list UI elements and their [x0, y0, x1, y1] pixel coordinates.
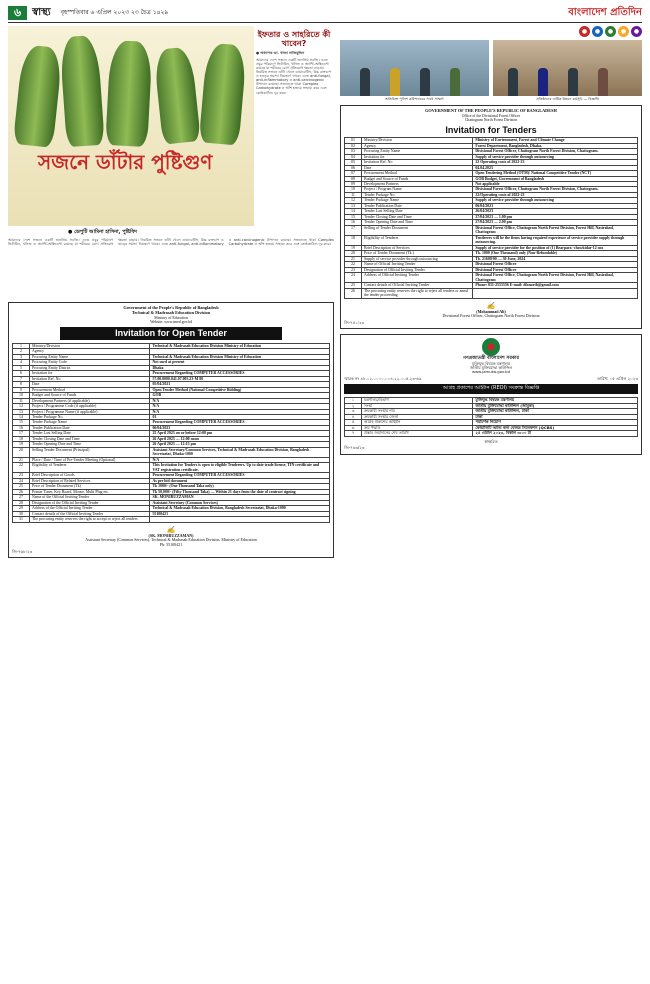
row-value: Tk 50,000/- (Fifty Thousand Taka) — Within 21 days from the date of contract signing — [150, 489, 330, 494]
page-header — [8, 4, 642, 23]
row-number: 05 — [345, 160, 362, 165]
row-value: Tk. 1000 (One Thousand) only (Non-Refundable) — [473, 251, 638, 256]
table-row — [345, 187, 638, 192]
ad-code: জি-৭৬৩/২৩ — [344, 445, 365, 451]
tender-signature — [12, 526, 330, 548]
row-value: Phone: 031-2555556 E-mail: dfonorth@gmail.com — [473, 283, 638, 288]
row-number: 5 — [13, 365, 30, 370]
row-label: ক্রয়কারী সংস্থার নাম — [362, 409, 473, 414]
tender-banner: Invitation for Open Tender — [60, 327, 283, 339]
row-value: Divisional Forest Officer — [473, 267, 638, 272]
row-label: ক্রয়কারী সংস্থার জেলা — [362, 414, 473, 419]
person-figure — [568, 68, 578, 96]
row-number: 11 — [13, 398, 30, 403]
row-number: 09 — [345, 182, 362, 187]
row-value: পরামর্শক নিয়োগ — [473, 420, 638, 425]
row-value: Divisional Forest Officer, Chattogram North Forest Division, Chattogram. — [473, 149, 638, 154]
row-label: Contact details of the Official Inviting Tender — [30, 511, 150, 516]
signer-title: Assistant Secretary (Common Services), Technical & Madrasah Education Division, Ministry of Education — [85, 537, 257, 543]
tender-ministry: Ministry of Education — [154, 315, 188, 320]
row-label: Place / Date / Time of Pre-Tender Meeting (Optional) — [30, 457, 150, 462]
notice-table — [344, 397, 638, 436]
row-number: 21 — [345, 256, 362, 261]
row-value: ২৫ এপ্রিল ২০২৩, বিকাল ৩:০০ টা — [473, 431, 638, 436]
row-label: Date — [30, 382, 150, 387]
notice-council: জাতীয় মুক্তিযোদ্ধা কাউন্সিল — [469, 365, 513, 371]
row-label: Brief Description of Related Services — [30, 478, 150, 483]
news-photo — [340, 40, 489, 96]
notice-memo: স্মারক নং ৪৮.০২.০০০০.০০৪.২২.০০৫.২৩-৬৯ — [344, 375, 422, 381]
feature-photo — [8, 26, 334, 226]
row-number: 30 — [13, 511, 30, 516]
person-figure — [360, 68, 370, 96]
row-value: 26 April 2023 — 12:00 noon — [150, 436, 330, 441]
row-number: 6 — [13, 371, 30, 376]
row-value: 22 Operating costs of 2022-23 — [473, 160, 638, 165]
row-value: Divisional Forest Officer — [473, 262, 638, 267]
drumstick-image — [153, 46, 201, 144]
row-number: 16 — [13, 425, 30, 430]
row-label: Project / Programme Code (if applicable) — [30, 404, 150, 409]
category-chip-icon: ● — [592, 26, 603, 37]
row-value: Divisional Forest Officer, Chattogram North Forest Division, Chattogram. — [473, 187, 638, 192]
table-row — [13, 447, 330, 457]
row-number: 16 — [345, 220, 362, 225]
signer-title: Divisional Forest Officer, Chattogram North Forest Division — [442, 313, 540, 319]
person-figure — [450, 68, 460, 96]
row-label: The procuring entity reserves the right to accept or reject all tenders — [30, 517, 150, 522]
row-number: 12 — [13, 404, 30, 409]
row-value: Procurement Regarding COMPUTER ACCESSORIES — [150, 473, 330, 478]
row-value: 26/04/2023 — [473, 209, 638, 214]
row-label: Project / Programme Name (if applicable) — [30, 409, 150, 414]
row-value: 06/04/2023 — [150, 425, 330, 430]
row-label: Name of the Official Inviting Tender — [30, 495, 150, 500]
row-label: Procuring Entity District — [30, 365, 150, 370]
row-label: Project / Program Name — [362, 187, 473, 192]
row-label: Tender Last Selling Date — [362, 209, 473, 214]
table-row — [13, 463, 330, 473]
row-number: ৭ — [345, 431, 362, 436]
table-row — [13, 506, 330, 511]
row-label: Tender Closing Date and Time — [30, 436, 150, 441]
news-photo — [493, 40, 642, 96]
row-label: আগ্রহ প্রকাশের আহ্বান — [362, 420, 473, 425]
person-figure — [538, 68, 548, 96]
row-value: Divisional Forest Office, Chattogram North Forest Division, Forest Hill, Nasirabad, Chattogram — [473, 273, 638, 283]
row-value — [473, 288, 638, 298]
row-number: 23 — [13, 473, 30, 478]
row-number: 25 — [345, 283, 362, 288]
row-label: Designation of Official Inviting Tender — [362, 267, 473, 272]
notice-ministry: মুক্তিযুদ্ধ বিষয়ক মন্ত্রণালয় — [472, 360, 510, 366]
row-label: Date — [362, 165, 473, 170]
page-number: ৬ — [8, 6, 27, 21]
signature-mark: ✍ — [486, 301, 496, 310]
signer-name: (Mohammad Ali) — [476, 308, 506, 314]
row-label: Budget and Source of Funds — [362, 176, 473, 181]
table-row — [13, 517, 330, 522]
row-label: Procuring Entity Code — [30, 360, 150, 365]
row-number: 01 — [345, 138, 362, 143]
row-label: Eligibility of Tenderer — [30, 463, 150, 473]
row-number: 28 — [13, 500, 30, 505]
row-value: Supply of service provider through outsourcing — [473, 154, 638, 159]
row-label: Tender Last Selling Date — [30, 431, 150, 436]
row-value: 22/Operating costs of 2022-23 — [473, 192, 638, 197]
row-value: Tk 1000/- (One Thousand Taka only) — [150, 484, 330, 489]
row-label: Procurement Method — [30, 387, 150, 392]
drumstick-image — [13, 44, 63, 148]
row-number: 18 — [345, 235, 362, 245]
row-label: Tender Publication Date — [30, 425, 150, 430]
signature-mark: ✍ — [166, 525, 176, 534]
row-value: 01 — [150, 414, 330, 419]
tender-signature — [344, 302, 638, 319]
row-label: Supply of service provider through outsourcing — [362, 256, 473, 261]
row-label: ক্রয় পদ্ধতি — [362, 425, 473, 430]
row-number: 15 — [13, 420, 30, 425]
side-article-author: ● অধ্যাপক ডা. খাজা নাজিমুদ্দিন — [256, 51, 305, 56]
tender-office: Office of the Divisional Forest Officer — [461, 114, 521, 119]
row-number: 06 — [345, 165, 362, 170]
row-number: ৬ — [345, 425, 362, 430]
row-value: N/A — [150, 409, 330, 414]
table-row — [345, 149, 638, 154]
row-number: 14 — [13, 414, 30, 419]
tender-notice-forest — [340, 105, 642, 329]
row-number: 21 — [13, 457, 30, 462]
photo-caption: অতিরিক্ত পুলিশ কমিশনারের সাথে সাক্ষাৎ — [385, 97, 444, 101]
row-label: Designation of the Official Inviting Tender — [30, 500, 150, 505]
tender-division: Chattogram North Forest Division — [464, 118, 518, 123]
row-number: 03 — [345, 149, 362, 154]
row-label: Tender Package Name — [362, 198, 473, 203]
row-value: GOB Budget, Government of Bangladesh — [473, 176, 638, 181]
row-number: 15 — [345, 214, 362, 219]
left-column — [8, 26, 334, 558]
notice-banner: আগ্রহ প্রকাশের আহ্বান (REOI) সংক্রান্ত বিজ্ঞপ্তি — [344, 384, 638, 394]
row-value: Technical & Madrasah Education Division Ministry of Education — [150, 343, 330, 348]
row-value: Assistant Secretary (Common Services) — [150, 500, 330, 505]
row-label: Tender Package Name — [30, 420, 150, 425]
drumstick-image — [105, 40, 152, 147]
row-label: Address of the Official Inviting Tender — [30, 506, 150, 511]
row-value: Forest Department, Bangladesh, Dhaka. — [473, 143, 638, 148]
row-label: Ministry/Division — [362, 138, 473, 143]
row-value: 27/04/2023 — 1.00 pm — [473, 214, 638, 219]
row-label: সংস্থা — [362, 403, 473, 408]
row-label: মন্ত্রণালয়/বিভাগ — [362, 398, 473, 403]
table-row — [345, 273, 638, 283]
row-label: Address of Official Inviting Tender — [362, 273, 473, 283]
row-number: 19 — [13, 442, 30, 447]
row-number: 22 — [345, 262, 362, 267]
row-number: 17 — [345, 225, 362, 235]
tender-banner: Invitation for Tenders — [445, 124, 537, 135]
row-label: Ministry/Division — [30, 343, 150, 348]
row-number: 25 — [13, 484, 30, 489]
row-label: Procuring Entity Name — [30, 354, 150, 359]
row-value: Tenderers will be the firms having required experience of service provider supply through outsourcing. — [473, 235, 638, 245]
row-label: Agency — [30, 349, 150, 354]
row-value: Assistant Secretary/Common Services, Technical & Madrasah Education Division, Bangladesh Secretariat, Dhaka-1000 — [150, 447, 330, 457]
row-label: Selling Tender Document (Principal) — [30, 447, 150, 457]
row-number: 7 — [13, 376, 30, 381]
row-number: 12 — [345, 198, 362, 203]
person-figure — [420, 68, 430, 96]
row-label: Invitation for — [362, 154, 473, 159]
row-number: 20 — [13, 447, 30, 457]
row-label: Brief Description of Goods — [30, 473, 150, 478]
row-label: Agency — [362, 143, 473, 148]
table-row — [345, 431, 638, 436]
row-number: 24 — [345, 273, 362, 283]
signer-name: (SK. MONIRUZZAMAN) — [148, 532, 194, 538]
row-value: Divisional Forest Office, Chattogram North Forest Division, Forest Hill, Nasirabad, Chattogram — [473, 225, 638, 235]
drumstick-image — [199, 42, 248, 145]
tender-table — [344, 137, 638, 299]
photo-captions — [340, 97, 642, 101]
right-column — [340, 26, 642, 455]
row-number: ১ — [345, 398, 362, 403]
row-number: 19 — [345, 245, 362, 250]
row-value: Procurement Regarding COMPUTER ACCESSORIES — [150, 420, 330, 425]
row-label: Tender Opening Date and Time — [362, 220, 473, 225]
table-row — [345, 245, 638, 250]
row-value: N/A — [150, 398, 330, 403]
row-value: As per bid document — [150, 478, 330, 483]
row-value: Technical & Madrasah Education Division Ministry of Education — [150, 354, 330, 359]
category-chip-icon: ● — [605, 26, 616, 37]
notice-date: তারিখ: ০৫ এপ্রিল ২০২৩ — [596, 375, 638, 381]
person-figure — [508, 68, 518, 96]
feature-headline: সজনে ডাঁটার পুষ্টিগুণ — [38, 150, 213, 174]
row-label: Tender Closing Date and Time — [362, 214, 473, 219]
notice-signature: স্বাক্ষরিত — [484, 438, 498, 444]
side-article-body: আমাদের দেশে সজনে একটি জনপ্রিয় সবজি। এতে প্রচুর পরিমাণে ভিটামিন, খনিজ ও অ্যান্টি-অক্সিডেন্ট রয়েছে যা শরীরের রোগ প্রতিরোধ ক্ষমতা বাড়ায়। নিয়মিত সজনে ডাঁটা খেলে ডায়াবেটিস, উচ্চ রক্তচাপ ও হাড়ের সমস্যা নিয়ন্ত্রণে থাকে। এতে anti-fungal, anti-inflammatory ও anti-carcinogenic উপাদান রয়েছে। সজনেতে থাকা Complex Carbohydrate ও আঁশ হজমে সাহায্য করে এবং কোষ্ঠকাঠিন্য দূর করে। — [256, 57, 332, 95]
row-label: Tender Publication Date — [362, 203, 473, 208]
drumstick-image — [59, 35, 105, 147]
row-value: N/A — [150, 457, 330, 462]
ad-code: জি-৭৫১/২৩ — [344, 319, 365, 325]
row-number: 14 — [345, 209, 362, 214]
table-row — [13, 489, 330, 494]
row-number: 10 — [345, 187, 362, 192]
row-number: 27 — [13, 495, 30, 500]
row-number: 10 — [13, 393, 30, 398]
row-number: 24 — [13, 478, 30, 483]
row-value: Supply of service provider through outsourcing — [473, 198, 638, 203]
row-label: Tender Package No. — [30, 414, 150, 419]
photo-caption: প্রতিষ্ঠানের বার্ষিক উন্নয়ন কর্মসূচি — বিজ্ঞপ্তি — [536, 97, 599, 101]
row-label: Price of Tender Document (Tk.) — [362, 251, 473, 256]
row-number: 08 — [345, 176, 362, 181]
row-value: 57.00.0000.041.07.003.23-M 80 — [150, 376, 330, 381]
notice-memo-row — [344, 377, 638, 382]
row-number: 4 — [13, 360, 30, 365]
table-row — [345, 235, 638, 245]
row-value: SK. MONIRUZZAMAN — [150, 495, 330, 500]
person-figure — [390, 68, 400, 96]
row-value: Not applicable — [473, 182, 638, 187]
row-label: Eligibility of Tenderer — [362, 235, 473, 245]
feature-body: আমাদের দেশে সজনে একটি জনপ্রিয় সবজি। এতে প্রচুর পরিমাণে ভিটামিন, খনিজ ও অ্যান্টি-অক্সিডেন্ট রয়েছে যা শরীরের রোগ প্রতিরোধ ক্ষমতা বাড়ায়। নিয়মিত সজনে ডাঁটা খেলে ডায়াবেটিস, উচ্চ রক্তচাপ ও হাড়ের সমস্যা নিয়ন্ত্রণে থাকে। এতে anti-fungal, anti-inflammatory ও anti-carcinogenic উপাদান রয়েছে। সজনেতে থাকা Complex Carbohydrate ও আঁশ হজমে সাহায্য করে এবং কোষ্ঠকাঠিন্য দূর করে। — [8, 237, 334, 246]
tender-govt: GOVERNMENT OF THE PEOPLE'S REPUBLIC OF BANGLADESH — [425, 108, 557, 114]
row-value: 04.04.2023 — [473, 165, 638, 170]
tender-table — [12, 343, 330, 523]
row-label: Invitation Ref. No — [362, 160, 473, 165]
row-number: 07 — [345, 171, 362, 176]
tender-website: Website: www.tmed.gov.bd — [150, 319, 192, 324]
row-number: 04 — [345, 154, 362, 159]
row-label: Contact details of Official Inviting Tender — [362, 283, 473, 288]
row-label: Development Partners (if applicable) — [30, 398, 150, 403]
notice-website: www.jamuka.gov.bd — [471, 369, 511, 375]
tender-division: Technical & Madrasah Education Division — [131, 309, 211, 315]
row-label: Brief Description of Services — [362, 245, 473, 250]
row-value: 06/04/2023 — [473, 203, 638, 208]
ad-code: জি-৭৬৮/২৩ — [12, 548, 33, 554]
row-number: 20 — [345, 251, 362, 256]
category-chip-icon: ● — [631, 26, 642, 37]
row-label: Procuring Entity Name — [362, 149, 473, 154]
tender-notice-tmed — [8, 302, 334, 558]
row-value: কোয়ালিটি অ্যান্ড কস্ট বেজড সিলেকশন (QCBS) — [473, 425, 638, 430]
row-number: 13 — [13, 409, 30, 414]
row-value: মুক্তিযুদ্ধ বিষয়ক মন্ত্রণালয় — [473, 398, 638, 403]
row-value: GOB — [150, 393, 330, 398]
row-value: 55100421 — [150, 511, 330, 516]
row-value: This Invitation for Tenders is open to eligible Tenderers. Up to date trade license, TIN certificate and VAT registration certificate. — [150, 463, 330, 473]
row-label: Printer Toner, Key Board, Mouse, Multi Plug etc. — [30, 489, 150, 494]
row-value: 05/04/2023 — [150, 382, 330, 387]
issue-date: বৃহস্পতিবার ৬ এপ্রিল ২০২৩ ২৩ চৈত্র ১৪২৯ — [60, 8, 169, 16]
row-label: Development Partners — [362, 182, 473, 187]
row-number: 26 — [13, 489, 30, 494]
row-number: ৪ — [345, 414, 362, 419]
row-number: ৫ — [345, 420, 362, 425]
tender-govt: Government of the People's Republic of Bangladesh — [123, 304, 219, 310]
row-number: 11 — [345, 192, 362, 197]
row-label: Budget and Source of Funds — [30, 393, 150, 398]
category-chips — [340, 26, 642, 38]
signer-phone: Ph: 55100421 — [159, 541, 183, 547]
row-label: Procurement Method — [362, 171, 473, 176]
row-value: Ministry of Environment, Forest and Climate Change — [473, 138, 638, 143]
row-label: Price of Tender Document (Tk) — [30, 484, 150, 489]
row-value: 25 April 2023 on or before 12:00 pm — [150, 431, 330, 436]
row-number: 22 — [13, 463, 30, 473]
row-label: প্রস্তাব জমাদানের শেষ তারিখ — [362, 431, 473, 436]
row-number: 29 — [13, 506, 30, 511]
row-number: 2 — [13, 349, 30, 354]
masthead-logo: বাংলাদেশ প্রতিদিন — [568, 7, 642, 19]
row-value: Procurement Regarding COMPUTER ACCESSORIES — [150, 371, 330, 376]
row-number: 3 — [13, 354, 30, 359]
row-value — [150, 517, 330, 522]
row-label: Invitation for — [30, 371, 150, 376]
notice-govt: গণপ্রজাতন্ত্রী বাংলাদেশ সরকার — [462, 356, 520, 362]
reoi-notice — [340, 334, 642, 454]
row-value: 26 April 2023 — 12:15 pm — [150, 442, 330, 447]
row-number: 1 — [13, 343, 30, 348]
row-number: 17 — [13, 431, 30, 436]
row-value: N/A — [150, 404, 330, 409]
row-value: Technical & Madrasah Education Division, Bangladesh Secretariat, Dhaka-1000 — [150, 506, 330, 511]
row-number: 31 — [13, 517, 30, 522]
row-label: Name of Official Inviting Tender — [362, 262, 473, 267]
row-value: Open Tendering Method (OTM)/ National Competitive Tender (NCT) — [473, 171, 638, 176]
category-chip-icon: ● — [579, 26, 590, 37]
row-value: ঢাকা — [473, 414, 638, 419]
row-label: Invitation Ref. No — [30, 376, 150, 381]
row-label: The procuring entity reserves the right to reject all tenders or annul the tender proceeding — [362, 288, 473, 298]
row-number: ৩ — [345, 409, 362, 414]
row-value: Supply of service provider for the position of (1) Bearpara -chowkidar-12 nos — [473, 245, 638, 250]
row-label: Tender Package No. — [362, 192, 473, 197]
row-value: Dhaka — [150, 365, 330, 370]
row-value: Not used at present — [150, 360, 330, 365]
row-label: Selling of Tender Document — [362, 225, 473, 235]
govt-seal-icon — [482, 338, 500, 356]
row-value: জাতীয় মুক্তিযোদ্ধা কাউন্সিল, ঢাকা — [473, 409, 638, 414]
section-name: স্বাস্থ্য — [32, 7, 51, 19]
row-value: Open Tender Method (National Competitive Bidding) — [150, 387, 330, 392]
person-figure — [598, 68, 608, 96]
row-number: 8 — [13, 382, 30, 387]
row-number: 26 — [345, 288, 362, 298]
side-article — [254, 26, 334, 226]
row-number: 9 — [13, 387, 30, 392]
feature-author: ● ডেপুটি আমিনা হাসিনা, পুষ্টিবিদ — [68, 229, 137, 235]
news-photos — [340, 40, 642, 96]
row-number: 13 — [345, 203, 362, 208]
category-chip-icon: ● — [618, 26, 629, 37]
table-row — [345, 288, 638, 298]
table-row — [345, 225, 638, 235]
row-value: Tk. 21600/00 — 30 June, 2024 — [473, 256, 638, 261]
row-value: জাতীয় মুক্তিযোদ্ধা কাউন্সিল (জামুকা) — [473, 403, 638, 408]
row-number: 18 — [13, 436, 30, 441]
row-label: Tender Opening Date and Time — [30, 442, 150, 447]
side-article-title: ইফতার ও সাহরিতে কী খাবেন? — [257, 30, 331, 49]
row-number: 23 — [345, 267, 362, 272]
row-number: 02 — [345, 143, 362, 148]
row-number: ২ — [345, 403, 362, 408]
row-value: 27/04/2023 — 2.00 pm — [473, 220, 638, 225]
